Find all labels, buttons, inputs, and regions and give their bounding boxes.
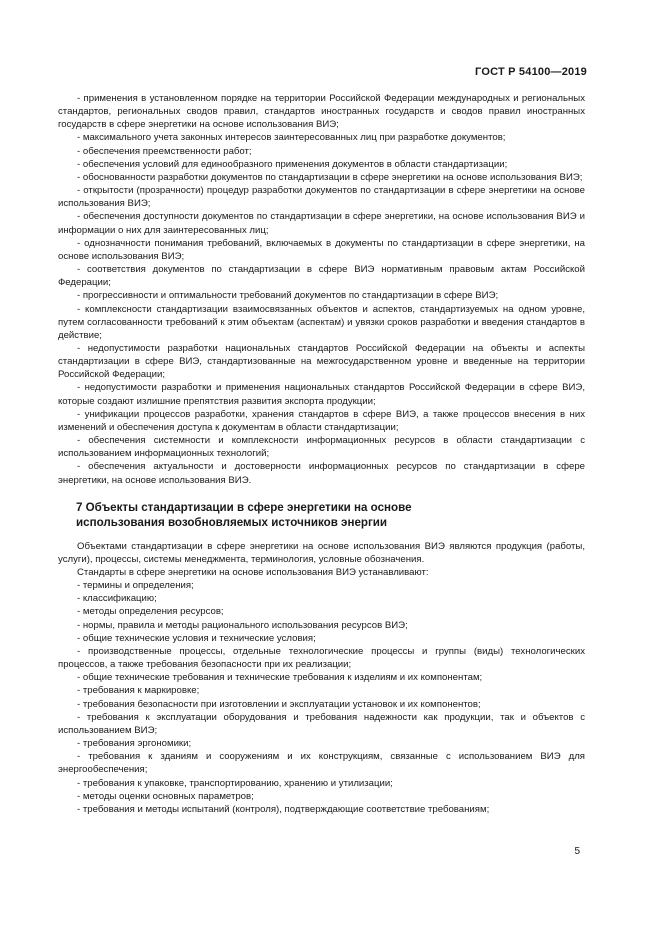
section-7-title-line-1: 7 Объекты стандартизации в сфере энергетики на основе — [76, 500, 412, 514]
list-item: - методы определения ресурсов; — [77, 606, 224, 618]
list-item: - общие технические условия и технические условия; — [77, 632, 316, 644]
list-item: - комплексности стандартизации взаимосвязанных объектов и аспектов, стандартизуемых на одном уровне, путем согласованности требований к этим объектам (аспектам) и увязки сроков разработки и введения стандартов в действие; — [58, 303, 585, 341]
section-7-lead: Стандарты в сфере энергетики на основе использования ВИЭ устанавливают: — [77, 567, 429, 578]
list-item: - обеспечения преемственности работ; — [77, 145, 252, 157]
list-item: - соответствия документов по стандартизации в сфере ВИЭ нормативным правовым актам Российской Федерации; — [58, 264, 585, 289]
list-item: - открытости (прозрачности) процедур разработки документов по стандартизации в сфере энергетики на основе использования ВИЭ; — [58, 185, 585, 210]
list-item: - обеспечения доступности документов по стандартизации в сфере энергетики, на основе использования ВИЭ и информации о них для заинтересованных лиц; — [58, 211, 585, 236]
list-item: - требования к упаковке, транспортированию, хранению и утилизации; — [77, 777, 393, 789]
list-item: - обеспечения системности и комплексности информационных ресурсов в области стандартизации с использованием информационных технологий; — [58, 435, 585, 460]
list-item: - требования безопасности при изготовлении и эксплуатации установок и их компонентов; — [77, 698, 481, 710]
list-item: - обеспечения актуальности и достоверности информационных ресурсов по стандартизации в сфере энергетики, на основе использования ВИЭ. — [58, 461, 585, 486]
section-7-list — [58, 579, 585, 816]
list-item: - недопустимости разработки и применения национальных стандартов Российской Федерации в сфере ВИЭ, которые создают излишние препятствия развития экспорта продукции; — [58, 382, 585, 407]
list-item: - унификации процессов разработки, хранения стандартов в сфере ВИЭ, а также процессов внесения в них изменений и обеспечения доступа к документам в области стандартизации; — [58, 408, 585, 433]
list-item: - требования к маркировке; — [77, 685, 200, 697]
list-item: - требования и методы испытаний (контроля), подтверждающие соответствие требованиям; — [77, 803, 490, 815]
list-item: - максимального учета законных интересов заинтересованных лиц при разработке документов; — [77, 132, 506, 144]
list-item: - термины и определения; — [77, 580, 194, 592]
list-item: - общие технические требования и технические требования к изделиям и их компонентам; — [77, 672, 483, 684]
list-item: - прогрессивности и оптимальности требований документов по стандартизации в сфере ВИЭ; — [77, 290, 499, 302]
page-number: 5 — [574, 846, 580, 857]
list-item: - классификацию; — [77, 593, 157, 605]
section-6-list — [58, 92, 585, 487]
list-item: - обеспечения условий для единообразного применения документов в области стандартизации; — [77, 158, 508, 170]
page-body — [58, 92, 585, 816]
list-item: - однозначности понимания требований, включаемых в документы по стандартизации в сфере энергетики, на основе использования ВИЭ; — [58, 237, 585, 262]
list-item: - недопустимости разработки национальных стандартов Российской Федерации на объекты и аспекты стандартизации в сфере ВИЭ, стандартизованные на межгосударственном уровне и введенные на территории Российской Федерации; — [58, 342, 585, 381]
list-item: - производственные процессы, отдельные технологические процессы и группы (виды) технологических процессов, а также требования безопасности при их реализации; — [58, 645, 585, 671]
list-item: - методы оценки основных параметров; — [77, 790, 254, 802]
section-7-title — [58, 500, 585, 530]
list-item: - требования к зданиям и сооружениям и их конструкциям, связанные с использованием ВИЭ для энергообеспечения; — [58, 751, 585, 776]
section-7-intro: Объектами стандартизации в сфере энергетики на основе использования ВИЭ являются продукция (работы, услуги), процессы, системы менеджмента, терминология, условные обозначения. — [58, 540, 585, 565]
section-7-title-line-2: использования возобновляемых источников энергии — [76, 515, 388, 529]
list-item: - обоснованности разработки документов по стандартизации в сфере энергетики на основе использования ВИЭ; — [77, 171, 583, 183]
list-item: - применения в установленном порядке на территории Российской Федерации международных и региональных стандартов, региональных сводов правил, стандартов иностранных государств и сводов правил иностранных государств в сфере энергетики на основе использования ВИЭ; — [58, 93, 585, 131]
list-item: - нормы, правила и методы рационального использования ресурсов ВИЭ; — [77, 619, 408, 631]
document-code: ГОСТ Р 54100—2019 — [475, 66, 587, 78]
list-item: - требования к эксплуатации оборудования и требования надежности как продукции, так и объектов с использованием ВИЭ; — [58, 711, 585, 736]
list-item: - требования эргономики; — [77, 738, 192, 750]
